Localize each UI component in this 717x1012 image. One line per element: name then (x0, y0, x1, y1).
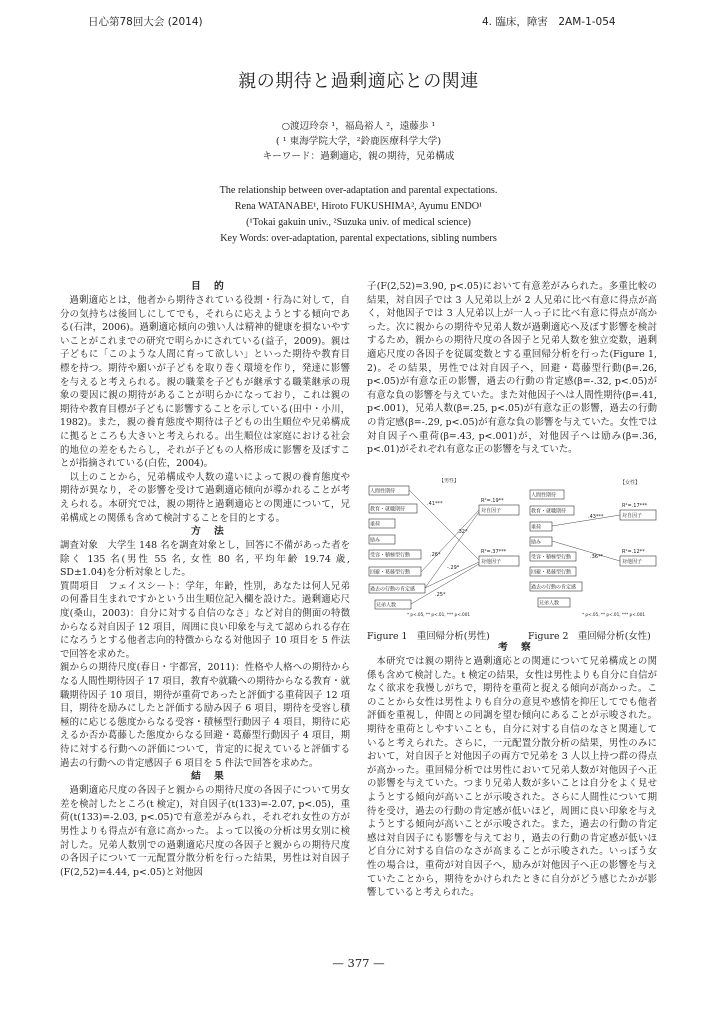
left-column (60, 280, 350, 879)
fig1-coef-3: .26* (430, 552, 441, 558)
fig1-coef-2: .32* (457, 529, 468, 535)
right-column-top (367, 280, 657, 457)
fig1-label-6: 回避・葛藤型行動 (370, 569, 411, 576)
page-number: — 377 — (332, 956, 385, 970)
header-left: 日心第78回大会 (2014) (88, 16, 203, 28)
figure-1-diagram (367, 478, 527, 618)
fig2-label-1: 人間性期待 (531, 492, 557, 499)
discussion-paragraph: 本研究では親の期待と過剰適応との関連について兄弟構成との関係も含めて検討した。t 検定の結果，女性は男性よりも自分に自信がなく欲求を我慢しがちで，期待を重荷と捉える傾向が高かった。このことから女性は男性よりも自分の意見や感情を抑圧してでも他者評価を重視し，仲間との同調を望む傾向にあることが示唆された。期待を重荷としやすいことも，自分に対する自信のなさと関連していると考えられた。さらに，一元配置分散分析の結果，男性のみにおいて，対自因子と対他因子の両方で兄弟を 3 人以上持つ群の得点が高かった。重回帰分析では男性において兄弟人数が対他因子へ正の影響を与えていた。つまり兄弟人数が多いことは自分をよく見せようとする傾向が高いことが示唆された。さらに人間性について期待を受け，過去の行動の肯定感が低いほど，周囲に良い印象を与えようとする傾向が高いことが示唆された。また，過去の行動の肯定感は対自因子にも影響を与えており，過去の行動の肯定感が低いほど自分に対する自信のなさが高まることが示唆された。いっぽう女性の場合は，重荷が対自因子へ，励みが対他因子へ正の影響を与えていたことから，期待をかけられたときに自分がどう感じたかが影響していると考えられた。 (367, 656, 657, 899)
keywords-en: Key Words: over-adaptation, parental expectations, sibling numbers (220, 233, 497, 244)
heading-results: 結 果 (191, 771, 229, 783)
page-title: 親の期待と過剰適応との関連 (238, 71, 479, 92)
fig2-label-5: 受容・積極型行動 (531, 554, 572, 561)
method-subjects: 調査対象 大学生 148 名を調査対象とし，回答に不備があった者を除く 135 名(男性 55 名, 女性 80 名, 平均年齢 19.74 歳, SD±1.04)を分析対象とした。 (60, 540, 350, 579)
fig2-label-3: 重荷 (531, 524, 542, 531)
affiliation-en: (¹Tokai gakuin univ., ²Suzuka univ. of medical science) (246, 217, 471, 228)
figure-2-caption: Figure 2 重回帰分析(女性) (528, 631, 651, 642)
purpose-paragraph-1: 過剰適応とは，他者から期待されている役割・行為に対して，自分の気持ちは後回しにしてでも，それらに応えようとする傾向である(石津，2006)。過剰適応傾向の強い人は精神的健康を損ないやすいことがこれまでの研究で明らかにされている(益子，2009)。親は子どもに「このような人間に育って欲しい」といった期待や教育目標を持つ。期待や願いが子どもを取り巻く環境を作り，発達に影響を与えると考えられる。親の職業を子どもが継承する職業継承の現象の要因に親の期待があることが明らかになっており，これは親の期待や教育目標が子どもに影響することを示している(田中・小川，1982)。また，親の養育態度や期待は子どもの出生順位や兄弟構成に拠るところも大きいと考えられる。出生順位は家庭における社会的地位の差をもたらし，それが子どもの人格形成に影響を及ぼすことが指摘されている(白佐，2004)。 (60, 295, 350, 470)
fig2-label-4: 励み (531, 539, 542, 546)
heading-method: 方 法 (191, 526, 229, 538)
fig2-coef-1: .43*** (588, 514, 604, 520)
fig2-label-8: 兄弟人数 (539, 600, 560, 607)
method-items: 質問項目 フェイスシート：学年，年齢，性別，あなたは何人兄弟の何番目生まれですかという出生順位記入欄を設けた。過剰適応尺度(桑山，2003)：自分に対する自信のなさ」など対自的側面の特徴からなる対自因子 12 項目，周囲に良い印象を与えて認められる存在になろうとする他者志向的特徴からなる対他因子 10 項目を 5 件法で回答を求めた。 (60, 580, 350, 660)
fig2-label-7: 過去の行動の肯定感 (531, 584, 577, 591)
fig1-label-1: 人間性期待 (370, 488, 396, 495)
fig1-coef-1: .41*** (427, 501, 443, 507)
fig1-dep-label-2: 対他因子 (481, 559, 502, 565)
fig1-label-5: 受容・積極型行動 (370, 552, 411, 559)
right-column-bottom (367, 641, 657, 900)
fig2-heading: 【女性】 (620, 480, 641, 486)
results-paragraph: 過剰適応尺度の各因子と親からの期待尺度の各因子について男女差を検討したところ(t 検定)，対自因子(t(133)=-2.07, p<.05)，重荷(t(133)=-2.03, p<.05)で有意差がみられ，それぞれ女性の方が男性よりも得点が有意に高かった。よって以後の分析は男女別に検討した。兄弟人数別での過剰適応尺度の各因子と親からの期待尺度の各因子について一元配置分散分析を行った結果，男性は対自因子(F(2,52)=4.44, p<.05)と対他因 (60, 785, 350, 878)
fig2-coef-2: .36** (590, 554, 603, 560)
fig1-r2-2: R²=.37*** (481, 549, 507, 555)
figure-1-caption: Figure 1 重回帰分析(男性) (367, 631, 490, 642)
heading-discussion: 考 察 (498, 642, 536, 653)
figure-2-diagram (528, 478, 660, 618)
purpose-paragraph-2: 以上のことから，兄弟構成や人数の違いによって親の養育態度や期待が異なり，その影響を受けて過剰適応傾向が導かれることが考えられる。本研究では，親の期待と過剰適応との関連について，兄弟構成との関係も含めて検討することを目的とする。 (60, 471, 350, 524)
fig2-r2-1: R²=.17*** (622, 503, 648, 509)
authors-en: Rena WATANABE¹, Hiroto FUKUSHIMA², Ayumu ENDO¹ (234, 201, 483, 212)
fig2-r2-2: R²=.12** (622, 549, 645, 555)
fig1-coef-5: .25* (435, 592, 446, 598)
fig1-dep-label-1: 対自因子 (481, 508, 502, 514)
method-scale: 親からの期待尺度(春日・宇都宮，2011)：性格や人格への期待からなる人間性期待因子 17 項目，教育や就職への期待からなる教育・就職期待因子 10 項目，期待が重荷であったと評価する重荷因子 12 項目，期待を励みにしたと評価する励み因子 6 項目，期待を受容し積極的に応じる態度からなる受容・積極型行動因子 4 項目，期待に応えるか否か葛藤した態度からなる回避・葛藤型行動因子 4 項目，期待に対する行動への評価について，肯定的に捉えていると評価する過去の行動への肯定感因子 6 項目を 5 件法で回答を求めた。 (60, 662, 350, 769)
header-right: 4. 臨床，障害 2AM-1-054 (482, 16, 616, 28)
heading-purpose: 目 的 (191, 281, 229, 292)
keywords-ja: キーワード：過剰適応，親の期待，兄弟構成 (262, 151, 455, 162)
authors-ja: ○渡辺玲奈 ¹，福島裕人 ²，遠藤歩 ¹ (281, 121, 436, 132)
fig2-label-6: 回避・葛藤型行動 (531, 569, 572, 576)
fig1-coef-4: -.29* (447, 565, 460, 571)
fig1-label-7: 過去の行動の肯定感 (370, 586, 416, 593)
fig1-label-2: 教育・就職期待 (370, 506, 406, 513)
title-en: The relationship between over-adaptation and parental expectations. (219, 185, 498, 196)
fig2-label-2: 教育・就職期待 (531, 508, 567, 515)
fig2-note: * p<.05, ** p<.01, *** p<.001 (582, 612, 646, 617)
affiliation-ja: ( ¹ 東海学院大学，²鈴鹿医療科学大学) (275, 136, 442, 147)
fig1-heading: 【男性】 (439, 478, 460, 484)
fig1-label-3: 重荷 (370, 521, 381, 528)
fig1-r2-1: R²=.19** (481, 498, 504, 504)
fig2-dep-label-1: 対自因子 (622, 513, 643, 519)
fig1-note: * p<.05, ** p<.01, *** p<.001 (407, 612, 471, 617)
results-continued: 子(F(2,52)=3.90, p<.05)において有意差がみられた。多重比較の結果，対自因子では 3 人兄弟以上が 2 人兄弟に比べ有意に得点が高く，対他因子では 3 人兄弟以上が一人っ子に比べ有意に得点が高かった。次に親からの期待や兄弟人数が過剰適応へ及ぼす影響を検討するため，親からの期待尺度の各因子と兄弟人数を独立変数，過剰適応尺度の各因子を従属変数とする重回帰分析を行った(Figure 1, 2)。その結果，男性では対自因子へ，回避・葛藤型行動(β=.26, p<.05)が有意な正の影響，過去の行動の肯定感(β=-.32, p<.05)が有意な負の影響を与えていた。また対他因子へは人間性期待(β=.41, p<.001)，兄弟人数(β=.25, p<.05)が有意な正の影響，過去の行動の肯定感(β=-.29, p<.05)が有意な負の影響を与えていた。女性では対自因子へ重荷(β=.43, p<.001)が，対他因子へは励み(β=.36, p<.01)がそれぞれ有意な正の影響を与えていた。 (367, 281, 657, 456)
fig1-label-8: 兄弟人数 (376, 602, 397, 609)
fig2-dep-label-2: 対他因子 (622, 559, 643, 565)
fig1-label-4: 励み (370, 537, 381, 544)
